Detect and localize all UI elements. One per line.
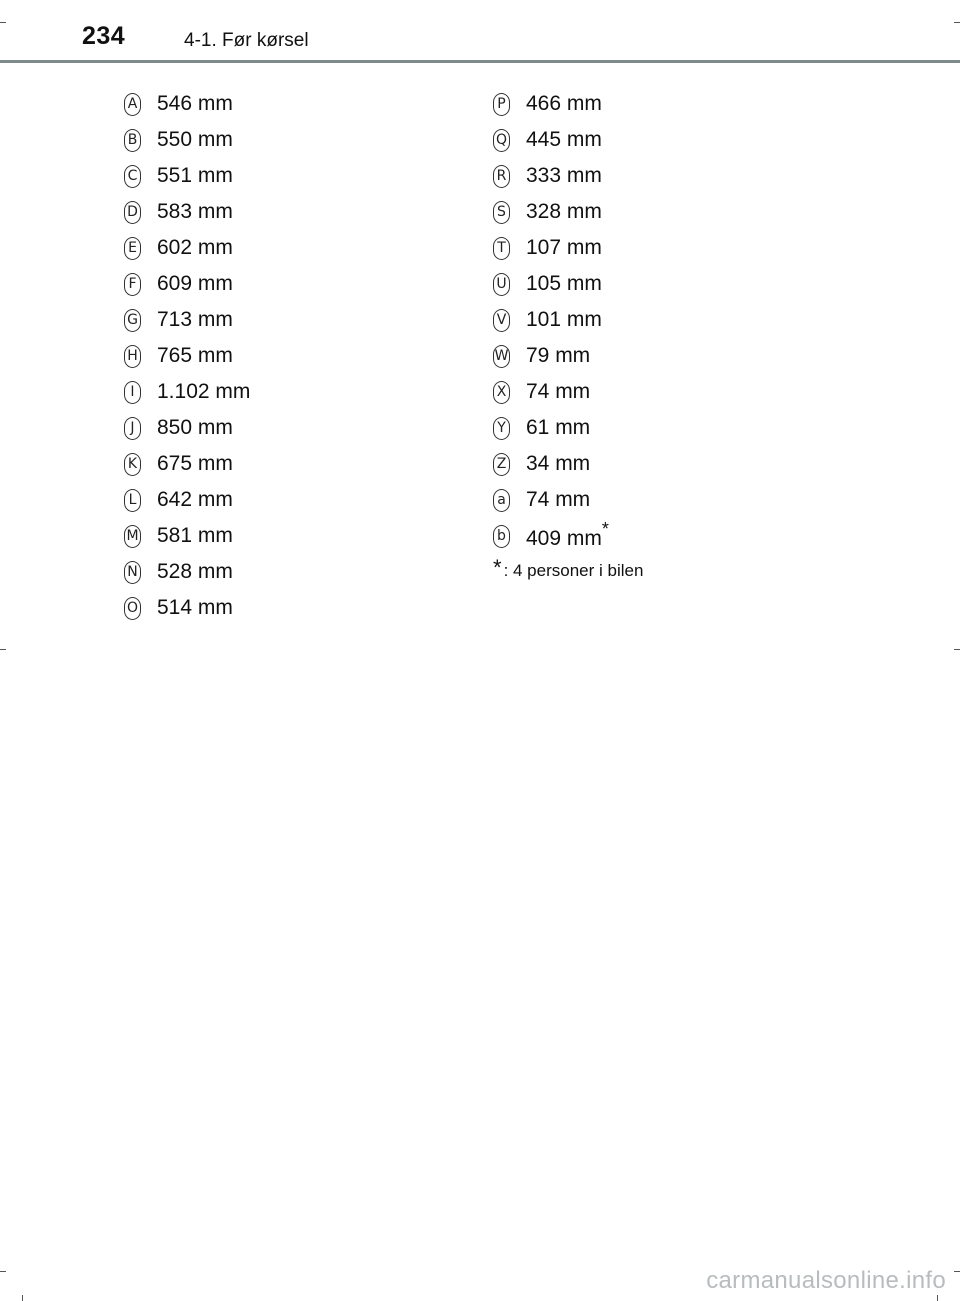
measurement-value: 333 mm	[526, 164, 602, 187]
page-number: 234	[82, 22, 126, 50]
list-item	[493, 158, 643, 194]
callout-badge: S	[493, 201, 510, 224]
crop-mark	[954, 22, 960, 23]
list-item	[124, 86, 250, 122]
measurement-value: 609 mm	[157, 272, 233, 295]
list-item	[124, 446, 250, 482]
measurement-value: 850 mm	[157, 416, 233, 439]
list-item	[493, 86, 643, 122]
callout-badge: V	[493, 309, 510, 332]
measurement-value: 550 mm	[157, 128, 233, 151]
list-item	[124, 374, 250, 410]
callout-badge: A	[124, 93, 141, 116]
measurement-value: 34 mm	[526, 452, 591, 475]
list-item	[124, 302, 250, 338]
callout-badge: R	[493, 165, 510, 188]
measurement-value: 546 mm	[157, 92, 233, 115]
list-item	[493, 338, 643, 374]
list-item	[124, 338, 250, 374]
callout-badge: I	[124, 381, 141, 404]
list-item	[124, 518, 250, 554]
list-item	[493, 518, 643, 554]
callout-badge: B	[124, 129, 141, 152]
section-title: 4-1. Før kørsel	[184, 30, 309, 51]
list-item	[124, 482, 250, 518]
measurement-value: 107 mm	[526, 236, 602, 259]
list-item	[493, 482, 643, 518]
callout-badge: D	[124, 201, 141, 224]
callout-badge: b	[493, 525, 510, 548]
list-item	[124, 554, 250, 590]
crop-mark	[0, 22, 6, 23]
callout-badge: L	[124, 489, 141, 512]
measurement-value: 1.102 mm	[157, 380, 251, 403]
callout-badge: Z	[493, 453, 510, 476]
measurement-value: 74 mm	[526, 488, 591, 511]
list-item	[493, 266, 643, 302]
list-item	[124, 158, 250, 194]
callout-badge: O	[124, 597, 141, 620]
callout-badge: C	[124, 165, 141, 188]
footnote-text: : 4 personer i bilen	[503, 561, 644, 580]
measurement-value: 514 mm	[157, 596, 233, 619]
right-measurement-list	[493, 86, 643, 584]
callout-badge: Q	[493, 129, 510, 152]
measurement-value: 675 mm	[157, 452, 233, 475]
list-item	[493, 446, 643, 482]
callout-badge: N	[124, 561, 141, 584]
list-item	[493, 374, 643, 410]
measurement-value: 583 mm	[157, 200, 233, 223]
measurement-value: 466 mm	[526, 92, 602, 115]
list-item	[493, 122, 643, 158]
measurement-value: 528 mm	[157, 560, 233, 583]
callout-badge: G	[124, 309, 141, 332]
footnote-asterisk: *	[493, 555, 502, 580]
measurement-value: 713 mm	[157, 308, 233, 331]
measurement-value	[526, 521, 609, 551]
list-item	[124, 590, 250, 626]
callout-badge: E	[124, 237, 141, 260]
measurement-value: 101 mm	[526, 308, 602, 331]
list-item	[493, 302, 643, 338]
crop-mark	[22, 1295, 23, 1301]
crop-mark	[954, 1271, 960, 1272]
callout-badge: U	[493, 273, 510, 296]
crop-mark	[937, 1295, 938, 1301]
list-item	[493, 230, 643, 266]
measurement-value: 79 mm	[526, 344, 591, 367]
measurement-value-text: 409 mm	[526, 527, 602, 550]
list-item	[124, 194, 250, 230]
list-item	[124, 122, 250, 158]
footnote-marker: *	[601, 519, 609, 539]
list-item	[124, 410, 250, 446]
list-item	[493, 410, 643, 446]
callout-badge: a	[493, 489, 510, 512]
crop-mark	[0, 1271, 6, 1272]
callout-badge: J	[124, 417, 141, 440]
crop-mark	[954, 649, 960, 650]
callout-badge: P	[493, 93, 510, 116]
measurement-value: 765 mm	[157, 344, 233, 367]
header-rule	[0, 60, 960, 63]
callout-badge: K	[124, 453, 141, 476]
watermark: carmanualsonline.info	[706, 1267, 946, 1294]
measurement-value: 445 mm	[526, 128, 602, 151]
callout-badge: H	[124, 345, 141, 368]
left-measurement-list	[124, 86, 250, 626]
callout-badge: F	[124, 273, 141, 296]
list-item	[124, 230, 250, 266]
callout-badge: M	[124, 525, 141, 548]
footnote	[493, 555, 644, 584]
measurement-value: 642 mm	[157, 488, 233, 511]
callout-badge: W	[493, 345, 510, 368]
callout-badge: X	[493, 381, 510, 404]
measurement-value: 105 mm	[526, 272, 602, 295]
callout-badge: Y	[493, 417, 510, 440]
list-item	[493, 194, 643, 230]
callout-badge: T	[493, 237, 510, 260]
list-item	[124, 266, 250, 302]
measurement-value: 74 mm	[526, 380, 591, 403]
measurement-value: 61 mm	[526, 416, 591, 439]
measurement-value: 551 mm	[157, 164, 233, 187]
measurement-value: 581 mm	[157, 524, 233, 547]
measurement-value: 328 mm	[526, 200, 602, 223]
crop-mark	[0, 649, 6, 650]
measurement-value: 602 mm	[157, 236, 233, 259]
